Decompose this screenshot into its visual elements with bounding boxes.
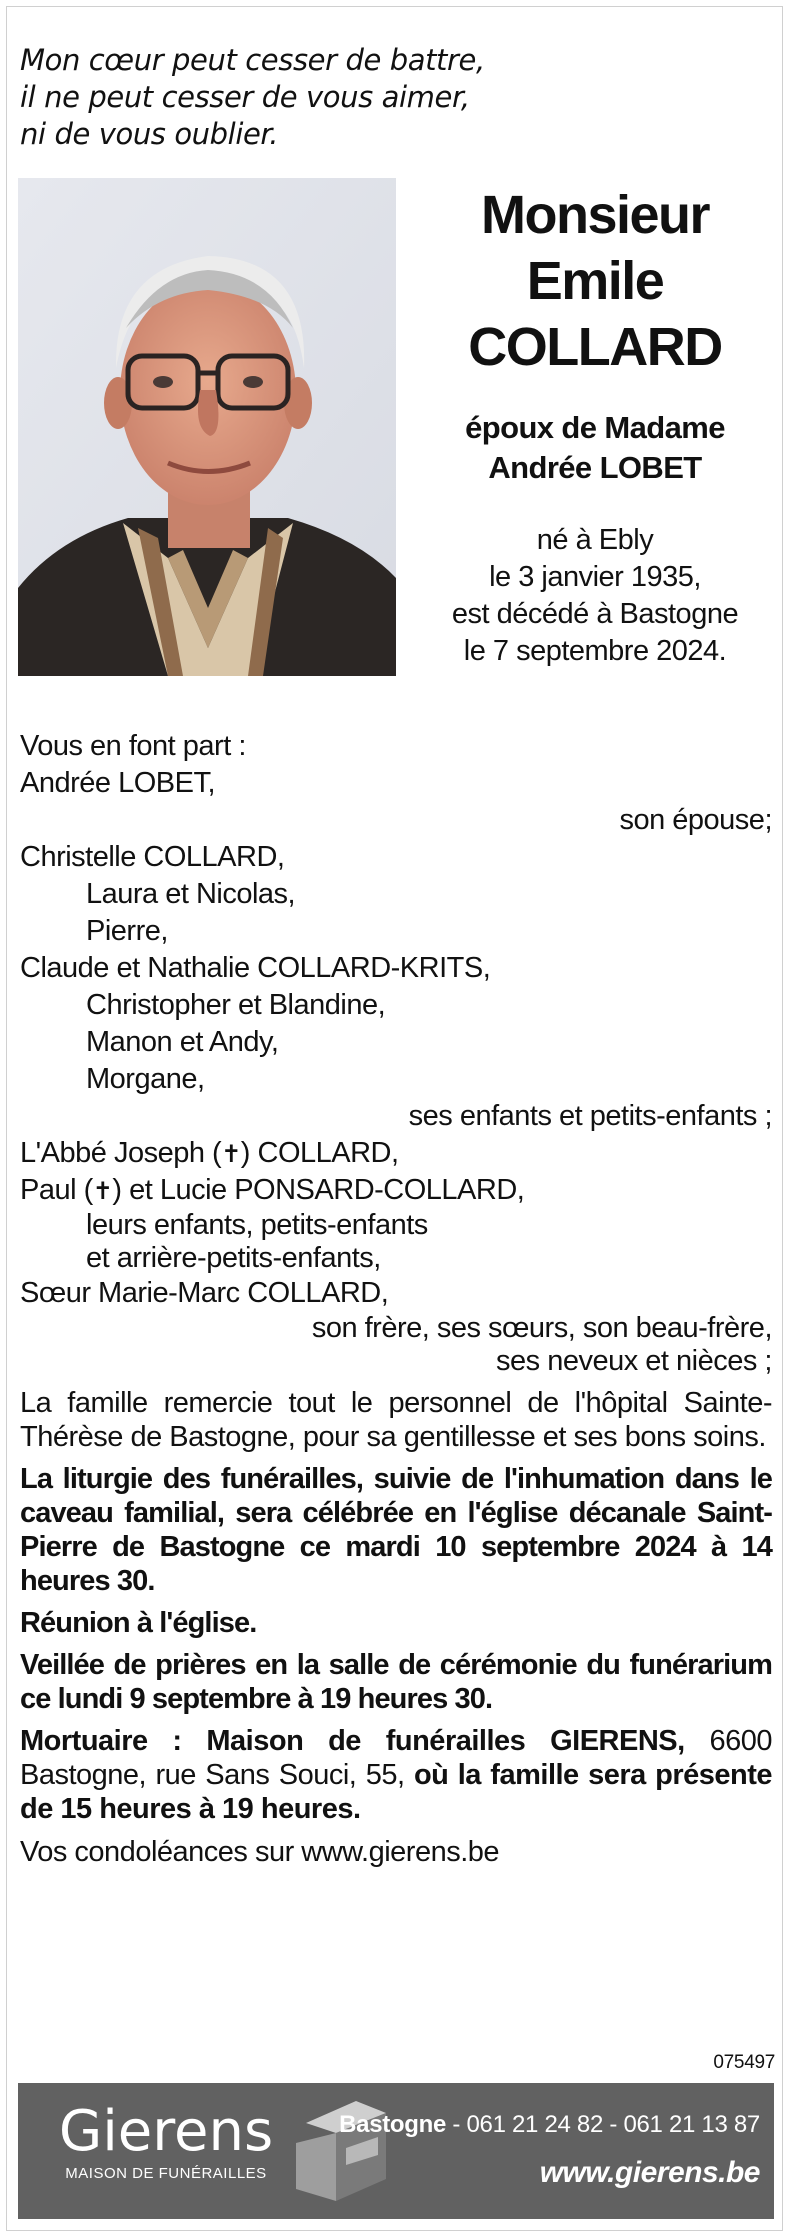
honorific: Monsieur xyxy=(480,185,710,245)
reference-number: 075497 xyxy=(713,2052,775,2073)
family-line: Claude et Nathalie COLLARD-KRITS, xyxy=(20,952,491,984)
family-line-part: Paul ( xyxy=(20,1174,93,1206)
phone-line xyxy=(339,2107,760,2143)
meeting-paragraph: Réunion à l'église. xyxy=(20,1607,257,1639)
family-line: Andrée LOBET, xyxy=(20,767,215,799)
family-line: Morgane, xyxy=(86,1063,205,1095)
family-line xyxy=(20,1135,772,1172)
quote-line: Mon cœur peut cesser de battre, xyxy=(20,43,485,77)
funeral-paragraph: La liturgie des funérailles, suivie de l'inhumation dans le caveau familial, sera célébrée en l'église décanale Saint-Pierre de Bastogne ce mardi 10 septembre 2024 à 14 heures 30. xyxy=(20,1463,772,1597)
family-line: Pierre, xyxy=(86,915,168,947)
contact-block xyxy=(339,2107,760,2193)
spouse-line: époux de Madame xyxy=(465,410,725,445)
family-intro: Vous en font part : xyxy=(20,730,246,762)
mortuary-presence: où la famille sera présente de 15 heures à 19 heures. xyxy=(20,1759,772,1825)
website-link[interactable]: www.gierens.be xyxy=(539,2156,760,2189)
mortuary-paragraph xyxy=(20,1724,772,1826)
family-line-part: L'Abbé Joseph ( xyxy=(20,1137,222,1169)
quote-line: il ne peut cesser de vous aimer, xyxy=(20,80,470,114)
brand-subtitle: MAISON DE FUNÉRAILLES xyxy=(65,2165,267,2182)
family-line-part: ) et Lucie PONSARD-COLLARD, xyxy=(112,1174,525,1206)
family-relation: son épouse; xyxy=(619,804,772,836)
family-relation: son frère, ses sœurs, son beau-frère, xyxy=(311,1312,772,1344)
brand-block xyxy=(36,2101,296,2182)
family-relation: ses enfants et petits-enfants ; xyxy=(408,1100,772,1132)
portrait-illustration xyxy=(18,178,396,676)
family-line: Laura et Nicolas, xyxy=(86,878,296,910)
spouse-info xyxy=(410,408,780,488)
brand-logo-text: Gierens xyxy=(58,2099,274,2164)
mortuary-address: 6600 Bastogne, rue Sans Souci, 55, xyxy=(20,1725,772,1791)
family-line: Christelle COLLARD, xyxy=(20,841,285,873)
family-relation: ses neveux et nièces ; xyxy=(496,1345,772,1377)
family-line-part: ) COLLARD, xyxy=(240,1137,399,1169)
bio-line: le 3 janvier 1935, xyxy=(489,561,701,593)
family-line: leurs enfants, petits-enfants xyxy=(86,1209,428,1241)
family-line: Sœur Marie-Marc COLLARD, xyxy=(20,1277,389,1309)
cross-icon: ✝ xyxy=(221,1140,241,1168)
announcement-body xyxy=(20,728,772,1871)
family-line: et arrière-petits-enfants, xyxy=(86,1242,381,1274)
quote-line: ni de vous oublier. xyxy=(20,117,279,151)
cross-icon: ✝ xyxy=(92,1177,113,1205)
family-line: Christopher et Blandine, xyxy=(86,989,386,1021)
thanks-paragraph: La famille remercie tout le personnel de l'hôpital Sainte-Thérèse de Bastogne, pour sa gentillesse et ses bons soins. xyxy=(20,1387,772,1453)
epitaph-quote xyxy=(20,42,580,153)
deceased-identity xyxy=(410,182,780,670)
bio-line: le 7 septembre 2024. xyxy=(463,635,727,667)
last-name: COLLARD xyxy=(468,317,722,377)
bio-line: est décédé à Bastogne xyxy=(451,598,739,630)
funeral-home-banner xyxy=(18,2083,774,2219)
contact-phones: - 061 21 24 82 - 061 21 13 87 xyxy=(446,2111,760,2138)
mortuary-label: Mortuaire : Maison de funérailles GIERENS, xyxy=(20,1725,685,1757)
bio-line: né à Ebly xyxy=(536,524,654,556)
birth-death-info xyxy=(410,522,780,670)
contact-city: Bastogne xyxy=(339,2111,447,2138)
portrait-photo xyxy=(18,178,396,676)
condolences-line: Vos condoléances sur www.gierens.be xyxy=(20,1836,500,1868)
family-line xyxy=(20,1172,772,1209)
vigil-paragraph: Veillée de prières en la salle de cérémonie du funérarium ce lundi 9 septembre à 19 heures 30. xyxy=(20,1649,772,1715)
first-name: Emile xyxy=(526,251,664,311)
family-line: Manon et Andy, xyxy=(86,1026,279,1058)
spouse-line: Andrée LOBET xyxy=(488,450,702,485)
